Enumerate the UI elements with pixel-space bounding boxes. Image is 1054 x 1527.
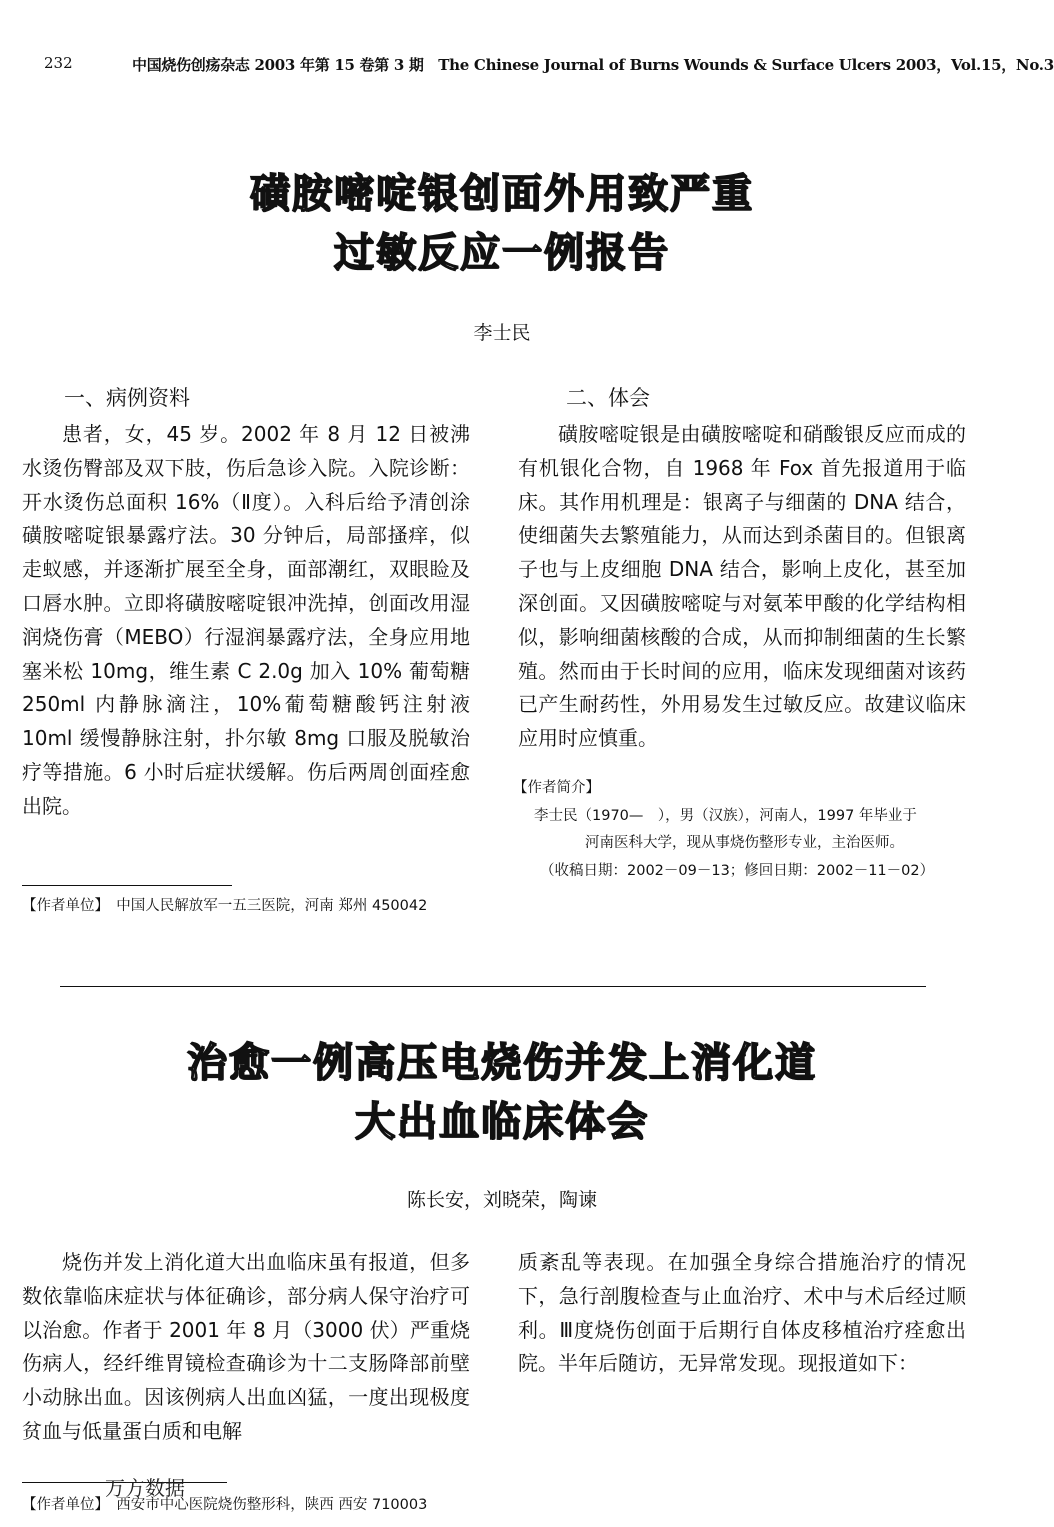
article1-affiliation: 【作者单位】 中国人民解放军一五三医院，河南 郑州 450042	[22, 898, 428, 914]
article2-title-line1: 治愈一例高压电烧伤并发上消化道	[187, 1040, 817, 1086]
article1-author: 李士民	[473, 322, 531, 344]
wanfang-watermark: 万方数据	[105, 1476, 185, 1500]
journal-citation: 中国烧伤创疡杂志 2003 年第 15 卷第 3 期 The Chinese Journal of Burns Wounds & Surface Ulcers 2003，Vol.15，No.3	[132, 56, 1054, 74]
page-number: 232	[44, 54, 73, 72]
article2-affiliation: 【作者单位】 西安市中心医院烧伤整形科，陕西 西安 710003	[22, 1497, 428, 1513]
article1-title-line1: 磺胺嘧啶银创面外用致严重	[250, 171, 754, 217]
article2-paragraph-left: 烧伤并发上消化道大出血临床虽有报道，但多数依靠临床症状与体征确诊，部分病人保守治疗可以治愈。作者于 2001 年 8 月（3000 伏）严重烧伤病人，经纤维胃镜检查确诊为十二支肠降部前壁小动脉出血。因该例病人出血凶猛，一度出现极度贫血与低量蛋白质和电解	[22, 1250, 470, 1443]
article1-section1-heading: 一、病例资料	[64, 386, 190, 410]
author-bio-line2: 河南医科大学，现从事烧伤整形专业，主治医师。	[585, 835, 904, 851]
article2-authors: 陈长安，刘晓荣，陶谏	[406, 1189, 597, 1211]
article2-column-left	[22, 1246, 470, 1449]
article1-section1-body	[22, 418, 470, 824]
article2-column-right	[518, 1246, 966, 1381]
author-bio-line1: 李士民（1970— ），男（汉族），河南人，1997 年毕业于	[534, 808, 917, 824]
footnote-rule	[22, 885, 232, 886]
article1-section1-paragraph: 患者，女，45 岁。2002 年 8 月 12 日被沸水烫伤臀部及双下肢，伤后急诊入院。入院诊断：开水烫伤总面积 16%（Ⅱ度）。入科后给予清创涂磺胺嘧啶银暴露疗法。30 分钟后，局部搔痒，似走蚁感，并逐渐扩展至全身，面部潮红，双眼睑及口唇水肿。立即将磺胺嘧啶银冲洗掉，创面改用湿润烧伤膏（MEBO）行湿润暴露疗法，全身应用地塞米松 10mg，维生素 C 2.0g 加入 10% 葡萄糖 250ml 内静脉滴注，10%葡萄糖酸钙注射液 10ml 缓慢静脉注射，扑尔敏 8mg 口服及脱敏治疗等措施。6 小时后症状缓解。伤后两周创面痊愈出院。	[22, 422, 470, 818]
running-header	[44, 54, 1054, 78]
article2-paragraph-right: 质紊乱等表现。在加强全身综合措施治疗的情况下，急行剖腹检查与止血治疗、术中与术后经过顺利。Ⅲ度烧伤创面于后期行自体皮移植治疗痊愈出院。半年后随访，无异常发现。现报道如下：	[518, 1250, 966, 1376]
article1-section2-body	[518, 418, 966, 756]
author-bio-label: 【作者简介】	[513, 780, 600, 796]
article2-title-line2: 大出血临床体会	[355, 1099, 649, 1145]
article1-title-line2: 过敏反应一例报告	[334, 230, 670, 276]
article-divider	[60, 986, 926, 987]
article1-section2-paragraph: 磺胺嘧啶银是由磺胺嘧啶和硝酸银反应而成的有机银化合物，自 1968 年 Fox 首先报道用于临床。其作用机理是：银离子与细菌的 DNA 结合，使细菌失去繁殖能力，从而达到杀菌目的。但银离子也与上皮细胞 DNA 结合，影响上皮化，甚至加深创面。又因磺胺嘧啶与对氨苯甲酸的化学结构相似，影响细菌核酸的合成，从而抑制细菌的生长繁殖。然而由于长时间的应用，临床发现细菌对该药已产生耐药性，外用易发生过敏反应。故建议临床应用时应慎重。	[518, 422, 966, 751]
article1-section2-heading: 二、体会	[566, 386, 650, 410]
received-dates: （收稿日期：2002－09－13；修回日期：2002－11－02）	[540, 863, 935, 879]
